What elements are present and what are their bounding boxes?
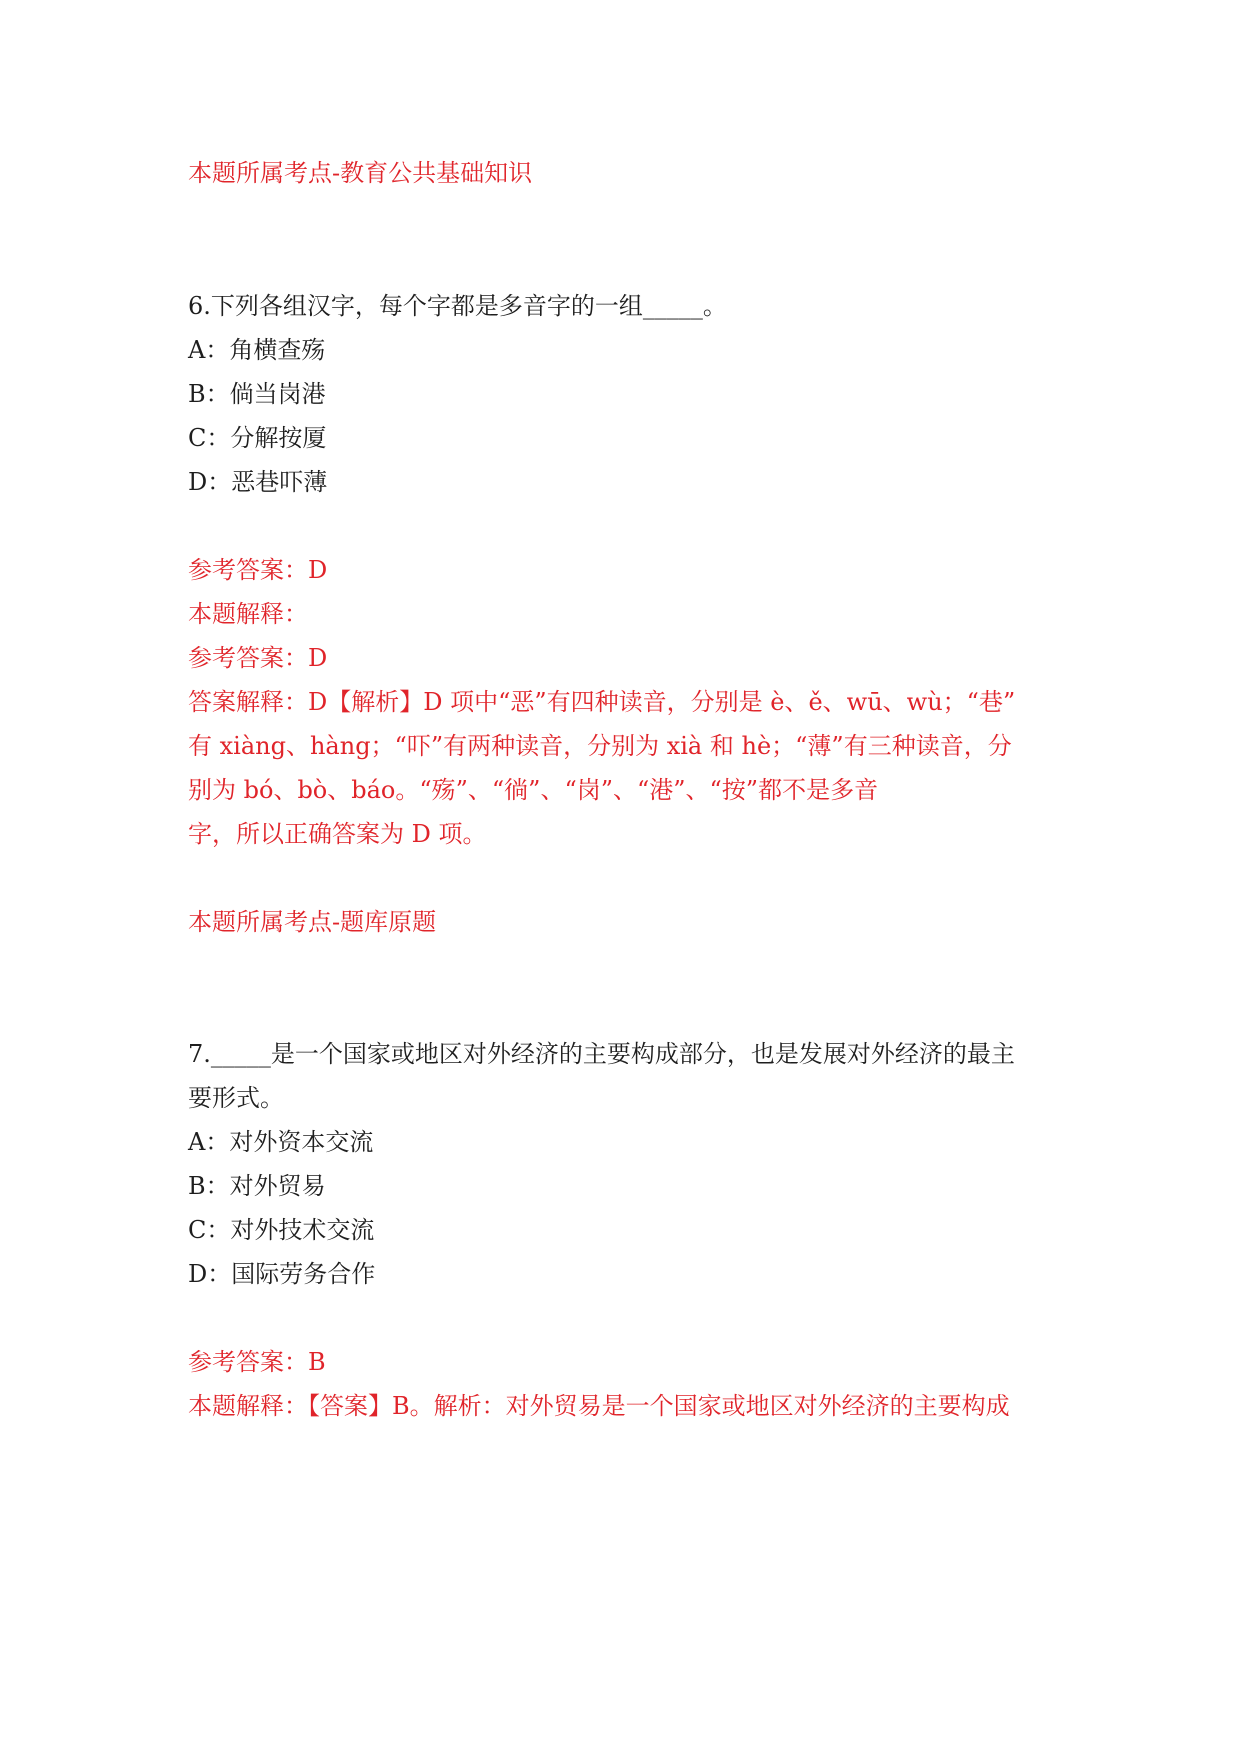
question-6-explain-line: 别为 bó、bò、báo。“殇”、“徜”、“岗”、“港”、“按”都不是多音 xyxy=(188,776,879,804)
question-6-stem: 6.下列各组汉字，每个字都是多音字的一组_____。 xyxy=(188,292,727,320)
question-6-explain-line: 有 xiàng、hàng；“吓”有两种读音，分别为 xià 和 hè；“薄”有三种读音，分 xyxy=(188,732,1012,760)
question-6-option-b: B：倘当岗港 xyxy=(188,380,326,408)
question-7-stem-cont: 要形式。 xyxy=(188,1084,284,1112)
question-6-topic: 本题所属考点-题库原题 xyxy=(188,908,437,936)
question-6-answer-repeat: 参考答案：D xyxy=(188,644,328,672)
question-7-option-b: B：对外贸易 xyxy=(188,1172,326,1200)
question-6-explain-label: 本题解释： xyxy=(188,600,308,628)
question-6-option-a: A：角横查殇 xyxy=(188,336,326,364)
question-7-answer: 参考答案：B xyxy=(188,1348,326,1376)
question-7-stem: 7._____是一个国家或地区对外经济的主要构成部分，也是发展对外经济的最主 xyxy=(188,1040,1015,1068)
question-7-option-d: D：国际劳务合作 xyxy=(188,1260,376,1288)
question-7-explain-line: 本题解释：【答案】B。解析：对外贸易是一个国家或地区对外经济的主要构成 xyxy=(188,1392,1010,1420)
question-7-option-a: A：对外资本交流 xyxy=(188,1128,374,1156)
question-6-explain-line: 字，所以正确答案为 D 项。 xyxy=(188,820,487,848)
question-6-answer: 参考答案：D xyxy=(188,556,328,584)
question-6-option-d: D：恶巷吓薄 xyxy=(188,468,328,496)
question-6-option-c: C：分解按厦 xyxy=(188,424,327,452)
question-6-explain-line: 答案解释：D【解析】D 项中“恶”有四种读音，分别是 è、ě、wū、wù；“巷” xyxy=(188,688,1016,716)
topic-prev: 本题所属考点-教育公共基础知识 xyxy=(188,159,533,187)
question-7-option-c: C：对外技术交流 xyxy=(188,1216,375,1244)
